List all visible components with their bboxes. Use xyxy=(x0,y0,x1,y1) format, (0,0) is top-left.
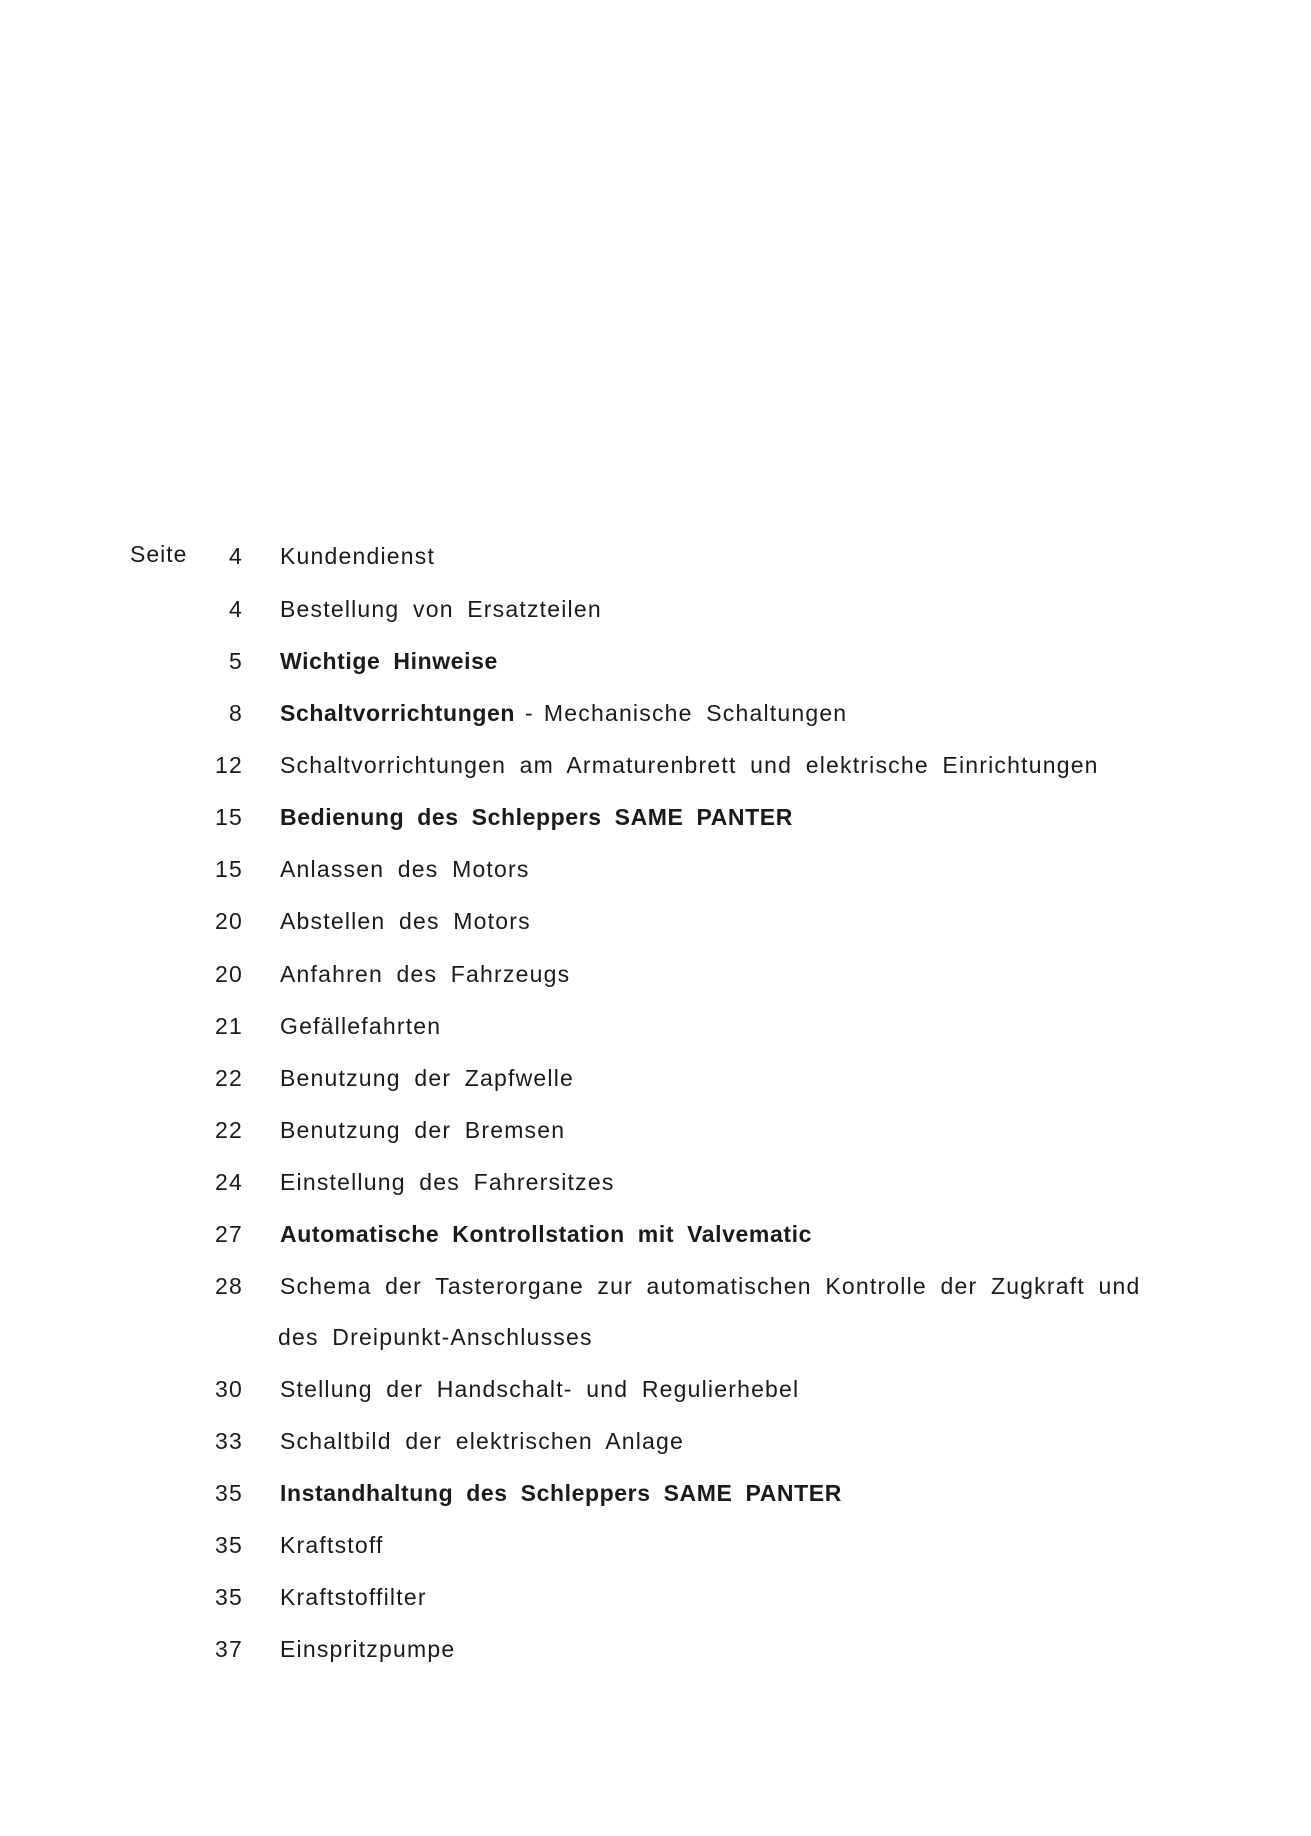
toc-entry xyxy=(0,1266,1311,1306)
toc-entry-title: Einstellung des Fahrersitzes xyxy=(280,1169,615,1195)
toc-page-number: 21 xyxy=(215,1013,243,1039)
toc-entry xyxy=(0,849,1311,889)
toc-page-number: 22 xyxy=(215,1065,243,1091)
toc-entry-title: Stellung der Handschalt- und Regulierhebel xyxy=(280,1376,800,1402)
toc-entry xyxy=(0,797,1311,837)
toc-entry-title: Automatische Kontrollstation mit Valvematic xyxy=(280,1221,813,1247)
toc-page-number: 4 xyxy=(229,596,243,622)
toc-page-number: 22 xyxy=(215,1117,243,1143)
toc-entry-title: Schaltbild der elektrischen Anlage xyxy=(280,1428,685,1454)
toc-entry-title: Schaltvorrichtungen am Armaturenbrett und elektrische Einrichtungen xyxy=(280,752,1099,778)
toc-entry xyxy=(0,1525,1311,1565)
toc-page-number: 8 xyxy=(229,700,243,726)
toc-entry-continuation: des Dreipunkt-Anschlusses xyxy=(278,1324,593,1350)
toc-page-number: 33 xyxy=(215,1428,243,1454)
toc-entry xyxy=(0,1110,1311,1150)
toc-page-number: 20 xyxy=(215,908,243,934)
toc-page-number: 15 xyxy=(215,856,243,882)
toc-entry-title: Kraftstoff xyxy=(280,1532,384,1558)
toc-entry xyxy=(0,1369,1311,1409)
toc-entry-title: Schema der Tasterorgane zur automatischen Kontrolle der Zugkraft und xyxy=(280,1273,1141,1299)
toc-entry xyxy=(0,1629,1311,1669)
toc-entry-title: Wichtige Hinweise xyxy=(280,648,498,674)
toc-entry-title: Gefällefahrten xyxy=(280,1013,442,1039)
toc-entry-title: Bestellung von Ersatzteilen xyxy=(280,596,602,622)
toc-entry xyxy=(0,641,1311,681)
toc-entry-title: Einspritzpumpe xyxy=(280,1636,456,1662)
toc-page-number: 37 xyxy=(215,1636,243,1662)
toc-page-number: 5 xyxy=(229,648,243,674)
toc-entry-title: Benutzung der Zapfwelle xyxy=(280,1065,575,1091)
toc-entry xyxy=(0,1006,1311,1046)
toc-page-number: 30 xyxy=(215,1376,243,1402)
toc-entry xyxy=(0,1473,1311,1513)
toc-entry-title: Schaltvorrichtungen - Mechanische Schaltungen xyxy=(280,700,848,726)
toc-page-number: 15 xyxy=(215,804,243,830)
toc-page-number: 20 xyxy=(215,961,243,987)
toc-entry xyxy=(0,1058,1311,1098)
toc-page-number: 24 xyxy=(215,1169,243,1195)
toc-page-number: 35 xyxy=(215,1532,243,1558)
toc-page-number: 35 xyxy=(215,1480,243,1506)
toc-entry-title: Bedienung des Schleppers SAME PANTER xyxy=(280,804,793,830)
toc-entry xyxy=(0,1162,1311,1202)
toc-entry-title: Anlassen des Motors xyxy=(280,856,530,882)
toc-entry xyxy=(0,1577,1311,1617)
toc-entry xyxy=(0,745,1311,785)
toc-page-number: 27 xyxy=(215,1221,243,1247)
toc-entry xyxy=(0,1214,1311,1254)
toc-entry-subtitle: Mechanische Schaltungen xyxy=(543,700,848,726)
toc-page-number: 28 xyxy=(215,1273,243,1299)
toc-entry xyxy=(0,589,1311,629)
toc-entry xyxy=(0,954,1311,994)
toc-entry xyxy=(0,536,1311,576)
toc-page-number: 4 xyxy=(229,543,243,569)
toc-entry xyxy=(0,1421,1311,1461)
toc-separator: - xyxy=(525,700,534,726)
toc-entry-title: Kundendienst xyxy=(280,543,436,569)
toc-page-number: 12 xyxy=(215,752,243,778)
toc-entry-title: Benutzung der Bremsen xyxy=(280,1117,566,1143)
toc-label: Seite xyxy=(130,541,188,567)
toc-entry-title: Abstellen des Motors xyxy=(280,908,531,934)
toc-page-number: 35 xyxy=(215,1584,243,1610)
toc-entry xyxy=(0,901,1311,941)
toc-entry-title: Kraftstoffilter xyxy=(280,1584,427,1610)
toc-entry-title: Instandhaltung des Schleppers SAME PANTER xyxy=(280,1480,842,1506)
toc-entry xyxy=(0,693,1311,733)
toc-entry-title: Anfahren des Fahrzeugs xyxy=(280,961,571,987)
